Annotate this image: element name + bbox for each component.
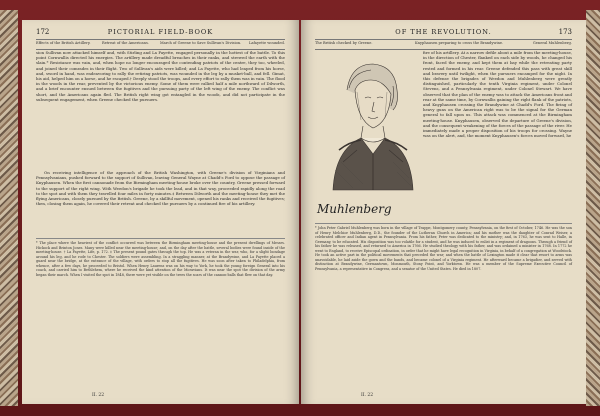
left-subhead-2: Retreat of the Americans. xyxy=(102,41,149,45)
left-page-footer: II. 22 xyxy=(92,393,105,398)
left-body-paragraph-1: sion Sullivan now attacked himself and, with Stirling and La Fayette, engaged personally in the hottest of the battle. To this point Cornwallis directed his energies. The artillery made dreadful breaches in their ranks, and strewed the earth with the slain.* Resistance was vain, and, when hope no longer encouraged the contending patriots of the centre, they too, wheeled, and joined their comrades in their flight. Two of Sullivan's aids were killed; and La Fayette, who had leaped from his horse, and, sword in hand, was endeavoring to rally the retiring patriots, was wounded in the leg by a musket-ball, and fell. Gimat, his aid, helped him on a horse, and he escaped.† Deeply stood the troops, and every effort to rally them was in vain. The flood in the woods in the rear, prevented by the victorious enemy. Some of them were rallied half a mile northward of Dilworth, and a brief encounter ensued between the fugitives and the pursuing party of the left wing of the enemy. The conflict was short, and the Americans again fled. The British right wing got entangled in the woods, and did not participate in the subsequent engagement, when Greene checked the pursuers. xyxy=(36,50,285,102)
left-subhead-1: Effects of the British Artillery. xyxy=(36,41,91,45)
right-subhead-3: General Muhlenberg. xyxy=(532,41,572,45)
left-footnote-rule xyxy=(36,238,285,239)
left-body-paragraph-2: On receiving intelligence of the approach of the British Washington, with Greene's division of Virginians and Pennsylvanians, pushed forward to the support of Sullivan, leaving General Wayne at Chadd's Ford to oppose the passage of Knyphausen. When the first cannonade from the Birmingham meeting-house broke over the country, Greene pressed forward to the support of the right wing. With Weedon's brigade he took the lead, and in that way, proceeded rapidly along the road to the spot and with them they travelled four miles in forty minutes.‡ Between Dilworth and the meeting-house they met the flying Americans, closely pursued by the British. Greene, by a skillful movement, opened his ranks and received the fugitives; then, closing them again, he covered their retreat and checked the pursuers by a continued fire of his artillery. xyxy=(36,170,285,207)
left-running-title: PICTORIAL FIELD-BOOK xyxy=(107,28,214,36)
left-subheads xyxy=(36,39,285,50)
right-subhead-1: The British checked by Greene. xyxy=(315,41,373,45)
right-page xyxy=(301,20,586,404)
left-page-number: 172 xyxy=(36,28,50,36)
right-running-title: OF THE REVOLUTION. xyxy=(395,28,492,36)
left-page xyxy=(22,20,299,404)
right-page-number: 173 xyxy=(558,28,572,36)
left-subhead-3: March of Greene to Save Sullivan's Division. xyxy=(160,41,242,45)
marbled-endpaper-left xyxy=(0,10,18,406)
right-page-footer: II. 22 xyxy=(361,393,374,398)
left-footnotes: * The place where the heaviest of the conflict occurred was between the Birmingham meeting-house and the present dwellings of Messrs. Hickock and Brinton Jones. Many were killed near the meeting-house; and, on the day after the battle, several bodies were found inside of the meeting-house. † La Fayette, Life, p. 172. ‡ The present pound gates through the top. He was a veteran in the war, who, for a slight bondage around his leg, and he rode to Chester. The soldiers were assembling. In a straggling manner, at the Brandywine, and La Fayette placed a guard near the bridge, at the entrance of the village, with orders to stop all the fugitives. He was soon after taken to Philadelphia, from whence, after a few days, he proceeded to Bristol. When Henry Laurens was on his way to York, he took the young foreign General into his coach, and carried him to Bethlehem, where he received the kind attention of the Moravians. It was near the spot the division of the army began their march. When I visited the spot in 1848, there were yet visible on the trees the scars of the cannon-balls that flew on that day. xyxy=(36,241,285,277)
marbled-endpaper-right xyxy=(586,10,600,406)
left-subhead-4: Lafayette wounded. xyxy=(248,41,285,45)
right-subheads xyxy=(315,39,572,50)
muhlenberg-portrait-engraving xyxy=(313,50,417,198)
right-footnote-rule xyxy=(315,223,572,224)
muhlenberg-signature: Muhlenberg xyxy=(317,202,392,216)
right-footnote-muhlenberg: * John Peter Gabriel Muhlenberg was born in the village of Trappe, Montgomery county, Pennsylvania, on the first of October, 1746. He was the son of Henry Melchior Muhlenberg, D.D., the founder of the Lutheran Church in America; and his mother was the daughter of Conrad Weiser, a celebrated officer and Indian agent in Pennsylvania. From his father, Peter was dedicated to the ministry; and, in 1763, he was sent to Halle, in Germany, to be educated. His disposition was too volatile for a student, and he was induced to enlist in a regiment of dragoons. Through a friend of his father he was released, and returned to America in 1766. He studied theology with his father, and was ordained a minister in 1768. In 1772 he went to England, to receive Episcopal ordination, in order that he might have legal recognition in Virginia, in behalf of a congregation at Woodstock. He took an active part in the political movements that preceded the war; and when the battle of Lexington made it clear that resort to arms was unavoidable, he laid aside the gown and the bands, and became colonel of a Virginia regiment. He afterward became a brigadier, and served with distinction at Brandywine, Germantown, Monmouth, Stony Point, and Yorktown. He was a member of the Supreme Executive Council of Pennsylvania, a representative in Congress, and a senator of the United States. He died in 1807. xyxy=(315,226,572,271)
right-column-text: fire of his artillery. At a narrow defile about a mile from the meeting-house, in the direction of Chester, flanked on each side by woods, he changed his front, faced the enemy, and kept them at bay while the retreating party rested and formed in his rear. Greene defended this pass with great skill and bravery until twilight, when the pursuers encamped for the night. In this defense the brigades of Weedon and Muhlenberg were greatly distinguished, particularly the tenth Virginia regiment, under Colonel Stevens, and a Pennsylvania regiment, under Colonel Stewart. We have observed that the plan of the enemy was to attack the Americans front and rear at the same time, by Cornwallis gaining the right flank of the patriots, and Knyphausen crossing the Brandywine at Chadd's Ford. The firing of heavy guns on the American right was to be the signal for the German general to fall upon us. This attack was commenced at the Birmingham meeting-house. Knyphausen, observed the departure of Greene's division, and the consequent weakening of the forces of the passage of the river. He immediately made a proper disposition of his troops for crossing. Wayne was on the alert, and, the moment Knyphausen's forces moved forward, he xyxy=(423,50,572,139)
right-subhead-2: Knyphausen preparing to cross the Brandywine. xyxy=(415,41,504,45)
